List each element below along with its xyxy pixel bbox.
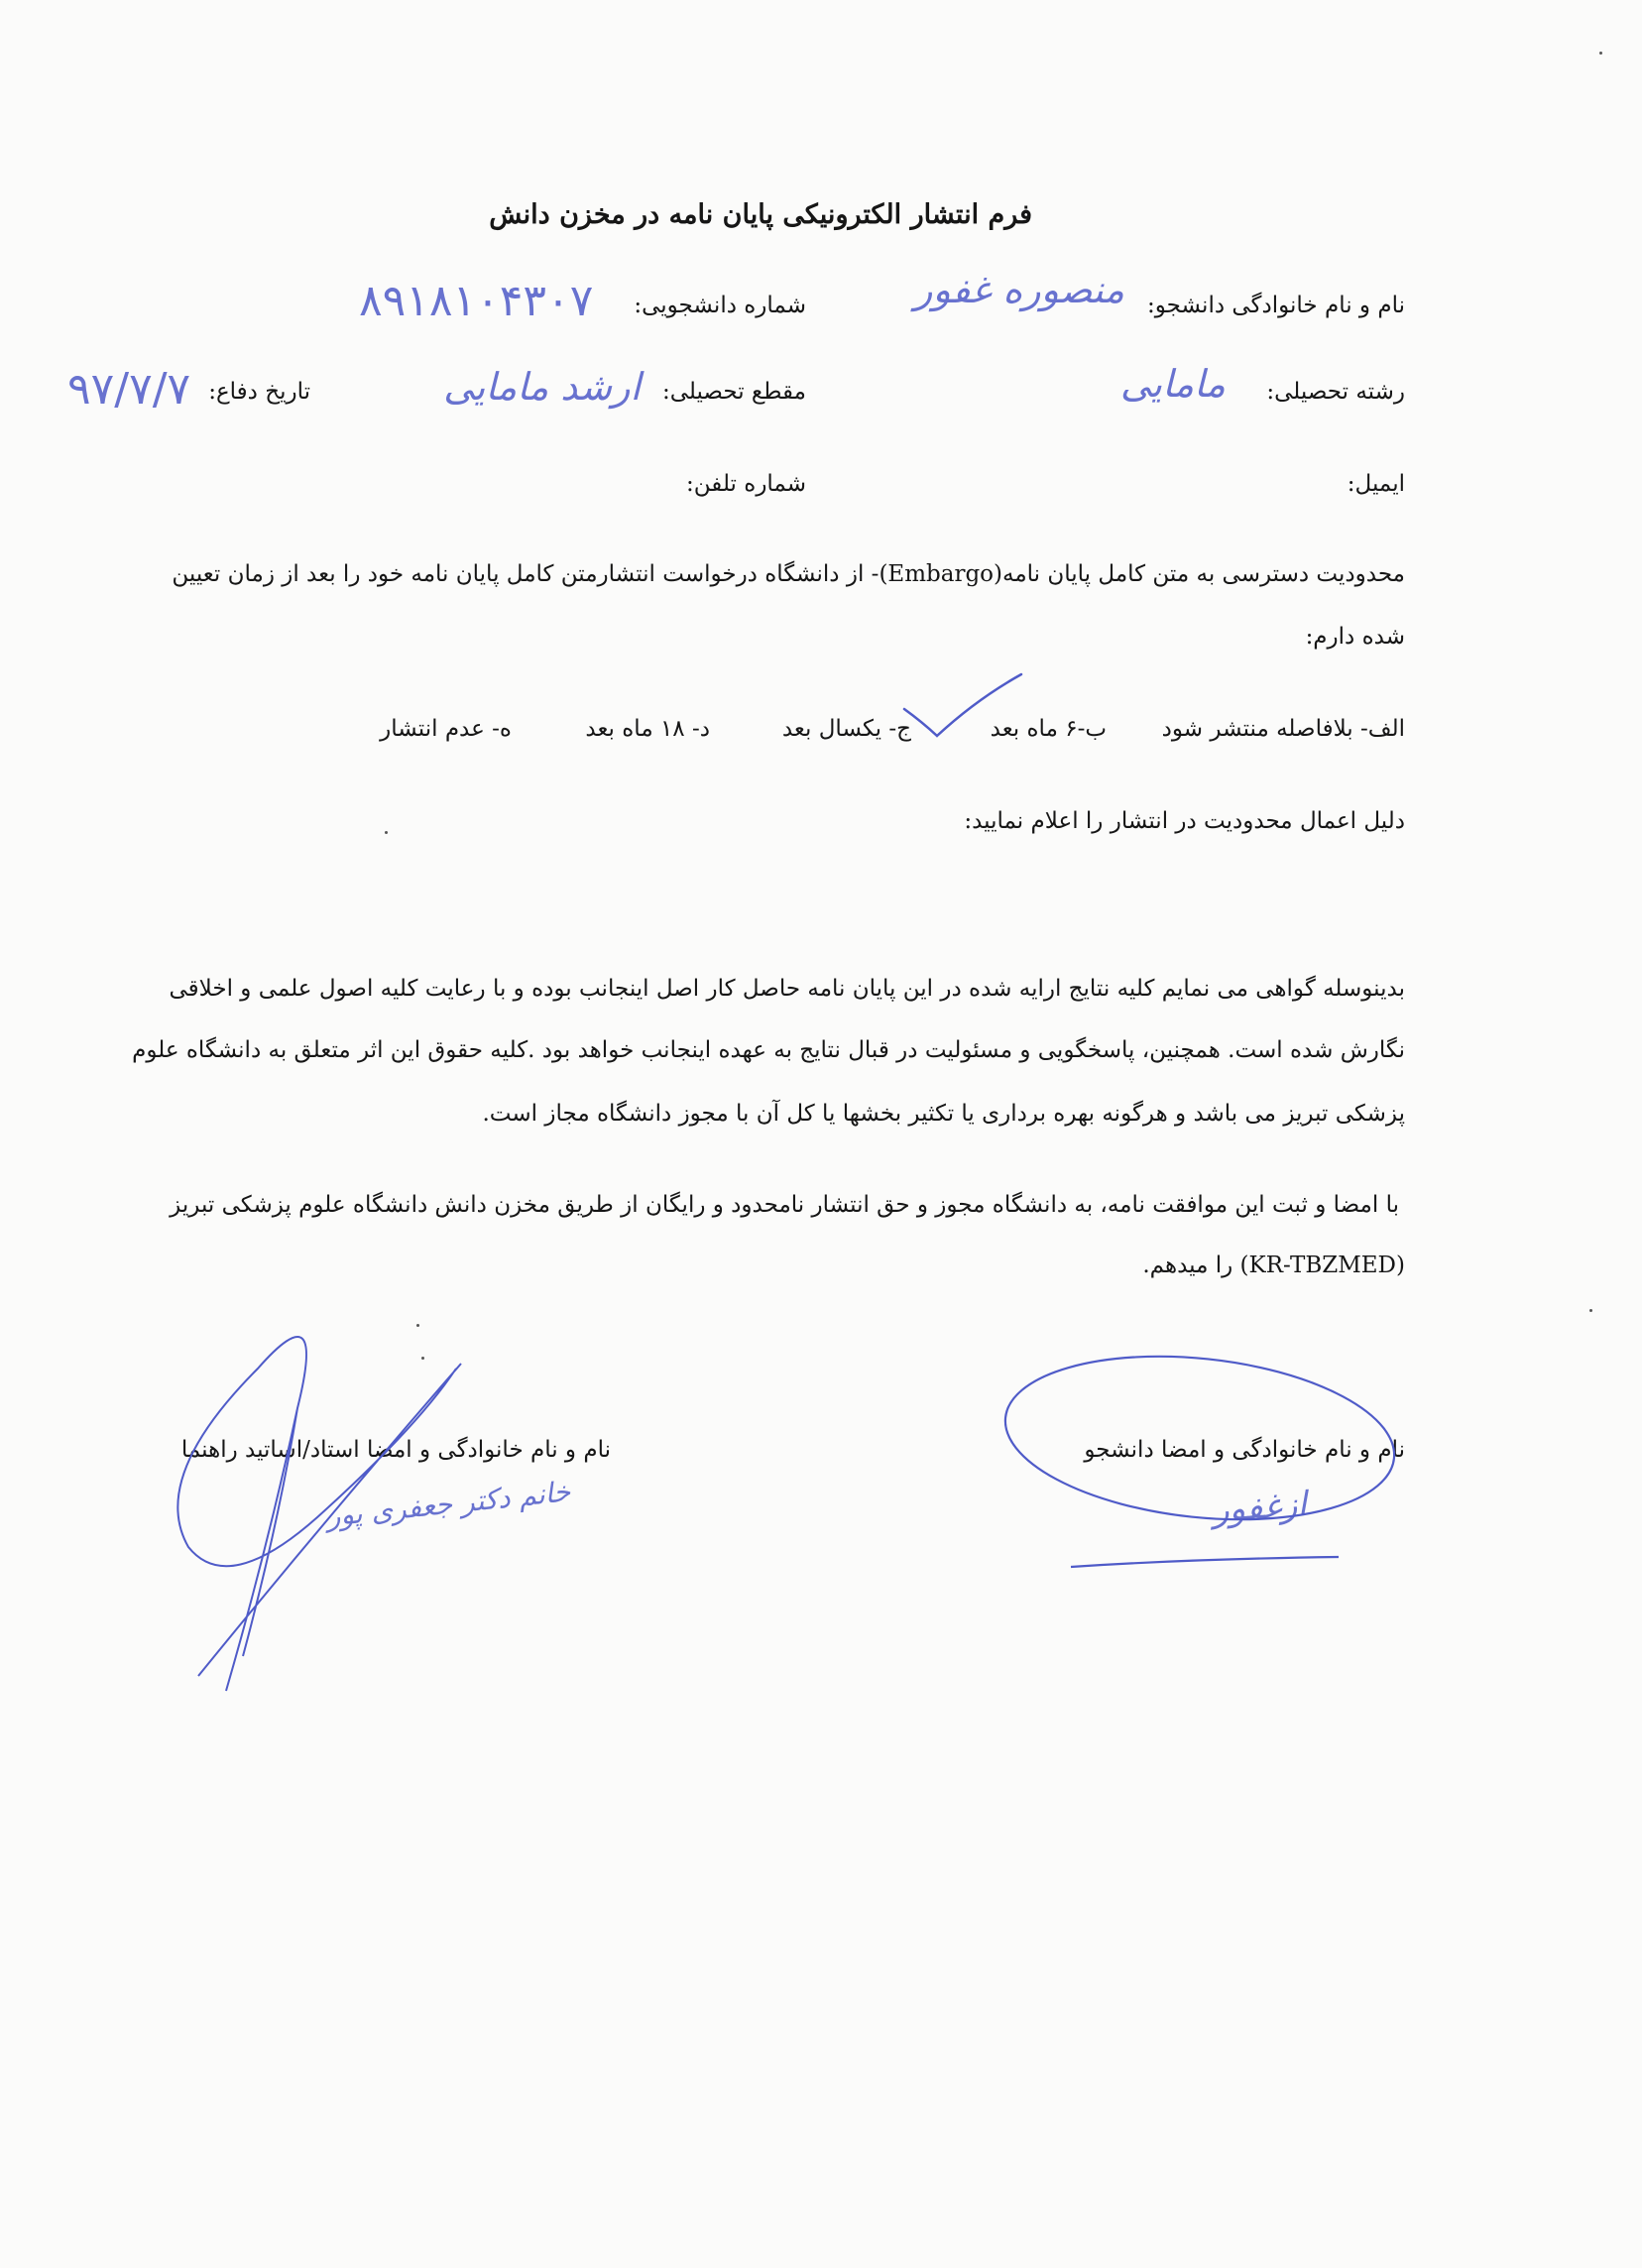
embargo-line-2: شده دارم: xyxy=(1305,624,1405,650)
degree-label: مقطع تحصیلی: xyxy=(661,379,806,405)
student-signature-underline xyxy=(1071,1557,1339,1567)
scan-speck xyxy=(416,1324,419,1327)
scan-speck xyxy=(1599,52,1602,55)
student-name-handwritten: منصوره غفور xyxy=(914,268,1124,311)
defense-date-label: تاریخ دفاع: xyxy=(208,379,310,405)
embargo-option-1-year: ج- یکسال بعد xyxy=(781,716,911,742)
degree-handwritten: ارشد مامایی xyxy=(443,365,641,409)
email-label: ایمیل: xyxy=(1347,471,1405,497)
declaration-line-1: بدینوسله گواهی می نمایم کلیه نتایج ارایه شده در این پایان نامه حاصل کار اصل اینجانب بوده و با رعایت کلیه اصول علمی و اخلاقی xyxy=(169,976,1405,1002)
consent-line-1: با امضا و ثبت این موافقت نامه، به دانشگاه مجوز و حق انتشار نامحدود و رایگان از طریق مخزن دانش دانشگاه علوم پزشکی تبریز xyxy=(170,1192,1399,1218)
supervisor-signature-label: نام و نام خانوادگی و امضا استاد/اساتید راهنما xyxy=(180,1437,611,1463)
student-name-label: نام و نام خانوادگی دانشجو: xyxy=(1147,293,1405,318)
scan-speck xyxy=(1589,1309,1592,1312)
phone-label: شماره تلفن: xyxy=(686,471,806,497)
declaration-line-2: نگارش شده است. همچنین، پاسخگویی و مسئولیت در قبال نتایج به عهده اینجانب خواهد بود .کلیه حقوق این اثر متعلق به دانشگاه علوم xyxy=(132,1037,1405,1063)
student-signature-oval xyxy=(997,1339,1403,1537)
embargo-reason-label: دلیل اعمال محدودیت در انتشار را اعلام نمایید: xyxy=(964,808,1405,834)
supervisor-signature-name: خانم دکتر جعفری پور xyxy=(325,1475,573,1533)
embargo-option-immediate: الف- بلافاصله منتشر شود xyxy=(1161,716,1405,742)
student-signature-label: نام و نام خانوادگی و امضا دانشجو xyxy=(1084,1437,1405,1463)
embargo-option-no-publish: ه- عدم انتشار xyxy=(380,716,512,742)
major-handwritten: مامایی xyxy=(1119,362,1226,406)
consent-line-2: (KR-TBZMED) را میدهم. xyxy=(1142,1253,1405,1278)
student-number-handwritten: ۸۹۱۸۱۰۴۳۰۷ xyxy=(359,276,594,326)
supervisor-signature-stroke xyxy=(177,1337,461,1691)
form-title: فرم انتشار الکترونیکی پایان نامه در مخزن دانش xyxy=(489,199,1032,230)
declaration-line-3: پزشکی تبریز می باشد و هرگونه بهره برداری یا تکثیر بخشها یا کل آن با مجوز دانشگاه مجاز است. xyxy=(482,1101,1405,1127)
student-number-label: شماره دانشجویی: xyxy=(634,293,806,318)
major-label: رشته تحصیلی: xyxy=(1266,379,1405,405)
defense-date-handwritten: ۹۷/۷/۷ xyxy=(67,364,191,415)
embargo-option-18-months: د- ۱۸ ماه بعد xyxy=(585,716,710,742)
student-signature-name: ازغفور xyxy=(1211,1484,1309,1531)
scan-speck xyxy=(385,831,388,834)
selection-checkmark xyxy=(904,674,1021,736)
embargo-option-6-months: ب-۶ ماه بعد xyxy=(990,716,1107,742)
scan-speck xyxy=(421,1357,424,1360)
embargo-line-1: محدودیت دسترسی به متن کامل پایان نامه(Embargo)- از دانشگاه درخواست انتشارمتن کامل پایان نامه خود را بعد از زمان تعیین xyxy=(172,561,1405,587)
